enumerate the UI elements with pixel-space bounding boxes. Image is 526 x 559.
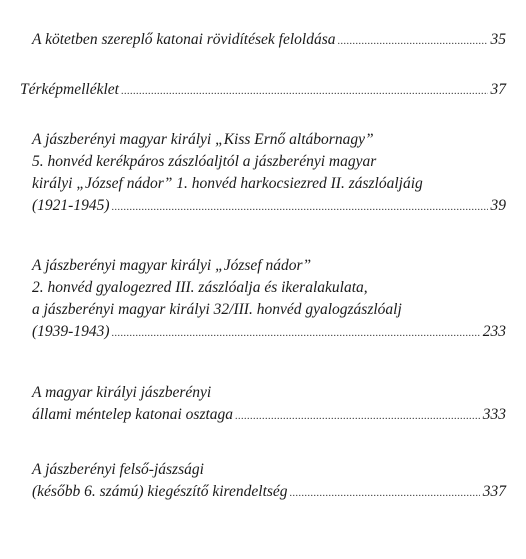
toc-entry-map-appendix[interactable] [20, 79, 506, 101]
toc-entry-title: állami méntelep katonai osztaga [32, 406, 234, 423]
dot-leader [235, 406, 480, 428]
dot-leader [112, 323, 480, 345]
toc-entry-title: A kötetben szereplő katonai rövidítések feloldása [32, 31, 336, 48]
toc-entry-last-line [32, 29, 506, 51]
toc-page-number: 39 [490, 197, 506, 214]
toc-entry-last-line [32, 195, 506, 217]
toc-entry-line: A magyar királyi jászberényi [32, 384, 212, 401]
toc-entry-line: A jászberényi magyar királyi „József nádor” [32, 257, 312, 274]
toc-entry-abbreviations[interactable] [32, 29, 506, 51]
toc-entry-stud-farm[interactable] [32, 382, 506, 426]
toc-entry-title: (később 6. számú) kiegészítő kirendeltség [32, 483, 288, 500]
toc-entry-title: (1921-1945) [32, 197, 110, 214]
dot-leader [290, 483, 480, 505]
toc-entry-line: a jászberényi magyar királyi 32/III. honvéd gyalogzászlóalj [32, 301, 402, 318]
toc-entry-line: 5. honvéd kerékpáros zászlóaljtól a jászberényi magyar [32, 153, 377, 170]
toc-page-number: 35 [490, 31, 506, 48]
toc-entry-last-line [32, 321, 506, 343]
toc-entry-supplementary-office[interactable] [32, 459, 506, 503]
toc-page-number: 37 [490, 81, 506, 98]
toc-entry-line: A jászberényi magyar királyi „Kiss Ernő altábornagy” [32, 131, 374, 148]
toc-entry-line: 2. honvéd gyalogezred III. zászlóalja és ikeralakulata, [32, 279, 368, 296]
toc-entry-last-line [32, 404, 506, 426]
toc-page-number: 333 [482, 406, 506, 423]
toc-entry-bicycle-battalion[interactable] [32, 129, 506, 217]
toc-entry-last-line [32, 481, 506, 503]
toc-entry-infantry-regiment[interactable] [32, 255, 506, 343]
toc-entry-last-line [20, 79, 506, 101]
toc-entry-title: (1939-1943) [32, 323, 110, 340]
toc-page-number: 233 [482, 323, 506, 340]
toc-entry-line: A jászberényi felső-jászsági [32, 461, 204, 478]
toc-entry-line: királyi „József nádor” 1. honvéd harkocsiezred II. zászlóaljáig [32, 175, 423, 192]
dot-leader [112, 197, 488, 219]
toc-entry-title: Térképmelléklet [20, 81, 119, 98]
dot-leader [337, 31, 487, 53]
toc-page-number: 337 [482, 483, 506, 500]
dot-leader [121, 81, 488, 103]
